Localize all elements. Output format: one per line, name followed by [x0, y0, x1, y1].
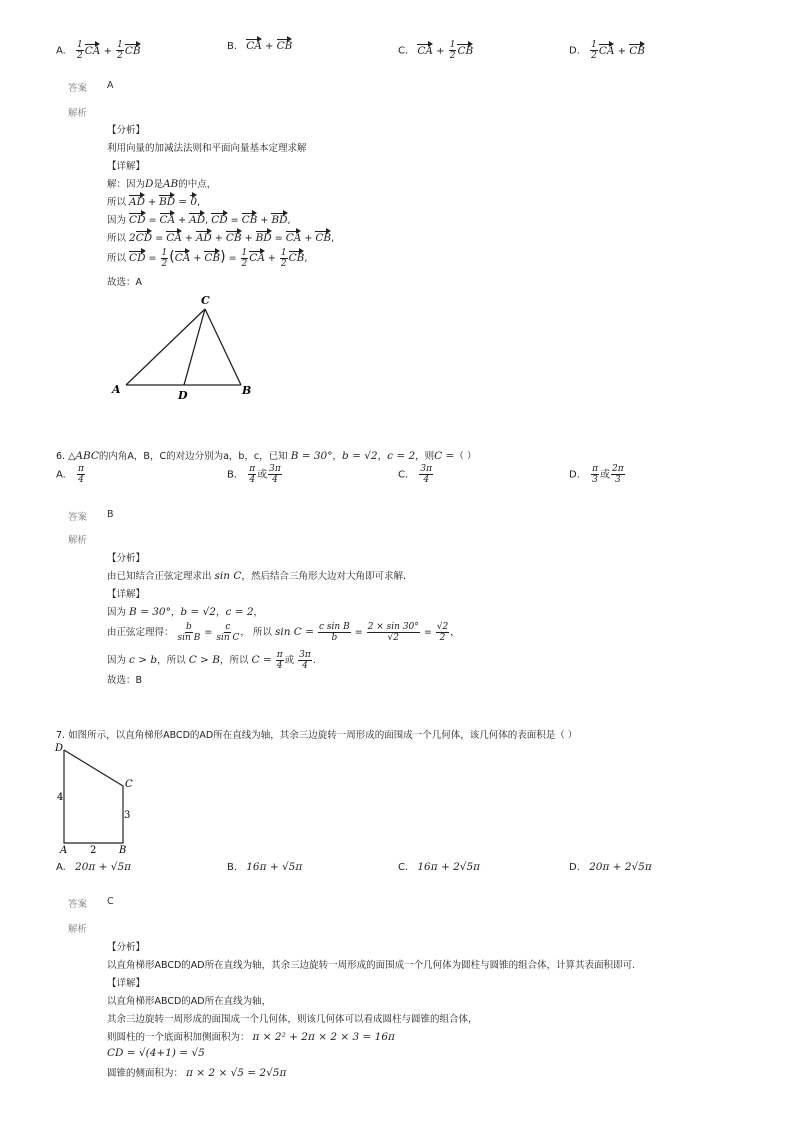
q7-trapezoid-figure [52, 740, 147, 858]
q6-answer: B [107, 509, 114, 520]
q5-sol-line5: 所以 CD = $\frac{1}{2}$ (CA + CB) = $\frac{1}{2}$ CA + $\frac{1}{2}$ CB, [107, 248, 308, 269]
side-bc-label: 3 [124, 810, 131, 821]
q7-xiangjie-heading: 【详解】 [107, 978, 146, 989]
q7-sol-line4: CD = √(4+1) = √5 [107, 1047, 205, 1059]
q7-sol-line1: 以直角梯形ABCD的AD所在直线为轴， [107, 996, 272, 1007]
q6-sol-line3: 因为 c > b，所以 C > B，所以 C = $\frac{\pi}{4}$ 或 $\frac{3\pi}{4}$ . [107, 650, 316, 671]
q6-guxuan: 故选：B [107, 675, 143, 686]
q5-option-d: D. $\frac{1}{2}$ CA + CB [569, 40, 645, 61]
q6-fenxi-text: 由已知结合正弦定理求出 sin C，然后结合三角形大边对大角即可求解. [107, 570, 406, 582]
vertex-c-label: C [125, 779, 133, 790]
q5-sol-line1: 解：因为D是AB的中点， [107, 178, 217, 190]
q6-answer-label: 答案 [68, 512, 88, 523]
q5-option-a: A. $\frac{1}{2}$ CA + $\frac{1}{2}$ CB [56, 40, 141, 61]
q6-option-a: A. $\frac{\pi}{4}$ [56, 464, 84, 485]
q6-option-c: C. $\frac{3\pi}{4}$ [398, 464, 433, 485]
vertex-b-label: B [119, 845, 127, 856]
q6-option-d: D. $\frac{\pi}{3}$ 或 $\frac{2\pi}{3}$ [569, 464, 624, 485]
q7-fenxi-text: 以直角梯形ABCD的AD所在直线为轴，其余三边旋转一周形成的面围成一个几何体为圆柱与圆锥的组合体，计算其表面积即可. [107, 960, 636, 971]
vertex-a-label: A [112, 383, 121, 396]
q5-analysis-label: 解析 [68, 108, 88, 119]
q6-analysis-label: 解析 [68, 535, 88, 546]
q7-option-c: C. 16π + 2√5π [398, 861, 481, 873]
vertex-d-label: D [178, 389, 188, 402]
q7-sol-line5: 圆锥的侧面积为： π × 2 × √5 = 2√5π [107, 1067, 287, 1079]
q5-triangle-figure [108, 292, 268, 404]
q6-stem: 6. △ABC的内角A，B，C的对边分别为a，b，c，已知 B = 30°，b = √2，c = 2，则C =（ ） [56, 450, 477, 462]
vertex-c-label: C [201, 294, 210, 307]
q5-answer-label: 答案 [68, 83, 88, 94]
q5-guxuan: 故选：A [107, 277, 142, 288]
q5-option-c: C. CA + $\frac{1}{2}$ CB [398, 40, 474, 61]
q6-xiangjie-heading: 【详解】 [107, 589, 146, 600]
q5-answer: A [107, 80, 114, 91]
q7-answer-label: 答案 [68, 899, 88, 910]
vertex-b-label: B [242, 384, 252, 397]
q5-sol-line4: 所以 2CD = CA + AD + CB + BD = CA + CB, [107, 232, 335, 244]
q7-sol-line2: 其余三边旋转一周形成的面围成一个几何体，则该几何体可以看成圆柱与圆锥的组合体， [107, 1014, 478, 1025]
q5-fenxi-text: 利用向量的加减法法则和平面向量基本定理求解 [107, 143, 307, 154]
q7-option-b: B. 16π + √5π [227, 861, 303, 873]
side-ab-label: 2 [90, 845, 97, 856]
q7-analysis-label: 解析 [68, 924, 88, 935]
q5-sol-line3: 因为 CD = CA + AD, CD = CB + BD, [107, 214, 291, 226]
q7-option-a: A. 20π + √5π [56, 861, 132, 873]
q5-option-b: B. CA + CB [227, 40, 293, 52]
q7-fenxi-heading: 【分析】 [107, 942, 146, 953]
q5-xiangjie-heading: 【详解】 [107, 161, 146, 172]
q6-option-b: B. $\frac{\pi}{4}$ 或 $\frac{3\pi}{4}$ [227, 464, 281, 485]
side-ad-label: 4 [57, 792, 64, 803]
vertex-a-label: A [60, 845, 68, 856]
q6-sol-line2: 由正弦定理得： $\frac{b}{\text{sin B}}$ = $\frac{c}{\text{sin C}}$ ， 所以 sin C = $\frac{\text{c sin B}}{b}$ = $\frac{2 \times \sin 30^\circ}{√2}$ = $\frac{√2}{2}$ ， [107, 622, 460, 643]
q7-stem: 7. 如图所示，以直角梯形ABCD的AD所在直线为轴，其余三边旋转一周形成的面围成一个几何体，该几何体的表面积是（ ） [56, 730, 578, 741]
vertex-d-label: D [55, 743, 64, 754]
q7-option-d: D. 20π + 2√5π [569, 861, 652, 873]
q5-fenxi-heading: 【分析】 [107, 125, 146, 136]
q5-sol-line2: 所以 AD + BD = 0, [107, 196, 201, 208]
q7-sol-line3: 则圆柱的一个底面积加侧面积为： π × 2² + 2π × 2 × 3 = 16π [107, 1031, 395, 1043]
q6-fenxi-heading: 【分析】 [107, 553, 146, 564]
q6-sol-line1: 因为 B = 30°，b = √2，c = 2， [107, 606, 264, 618]
q7-answer: C [107, 896, 114, 907]
